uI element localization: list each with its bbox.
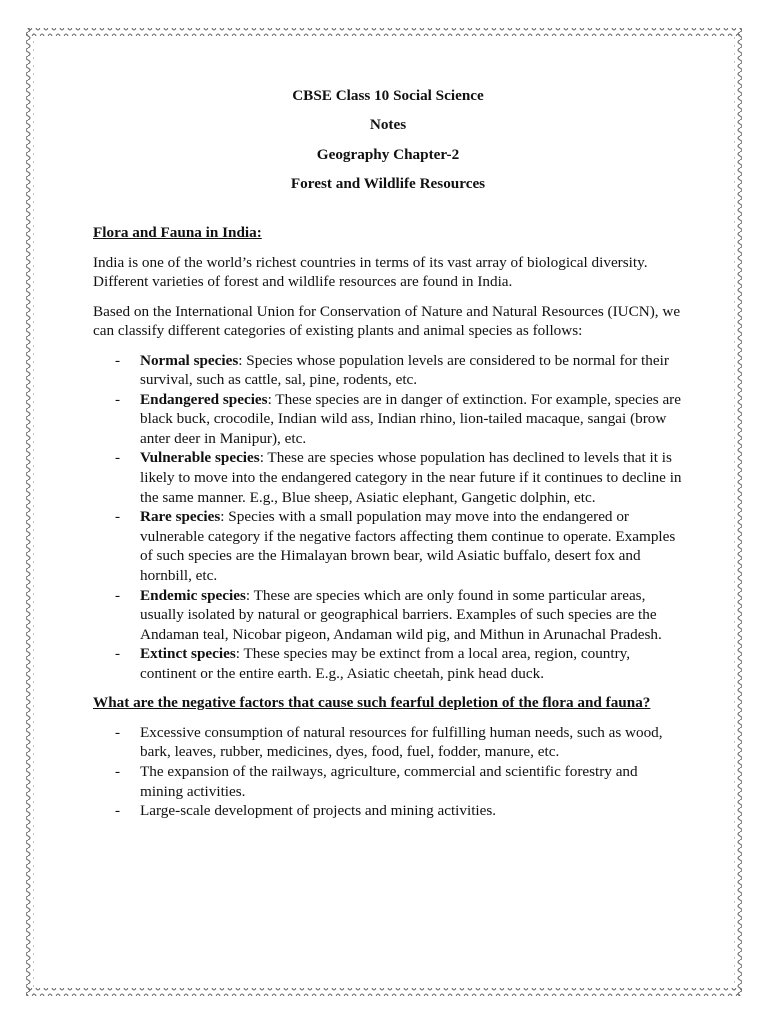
list-item-term: Endangered species xyxy=(140,390,268,408)
list-item-text: : Species with a small population may move into the endangered or vulnerable category if the negative factors affecting them continue to operate. Examples of such species are the Himalayan brown bear, wild Asiatic buffalo, desert fox and hornbill, etc. xyxy=(140,508,676,585)
dash-bullet: - xyxy=(115,586,121,604)
dash-bullet: - xyxy=(115,390,121,408)
list-item-text: Large-scale development of projects and mining activities. xyxy=(140,802,497,820)
doc-subtitle-notes: Notes xyxy=(369,116,407,134)
list-item-text: : Species whose population levels are considered to be normal for their survival, such as cattle, sal, pine, rodents, etc. xyxy=(140,351,669,389)
list-item xyxy=(93,351,683,390)
list-item-text: Excessive consumption of natural resources for fulfilling human needs, such as wood, bark, leaves, rubber, medicines, dyes, food, fuel, fodder, manure, etc. xyxy=(140,723,663,761)
section-heading-flora-fauna: Flora and Fauna in India: xyxy=(93,224,262,242)
dash-bullet: - xyxy=(115,762,121,780)
document-body xyxy=(93,86,683,821)
list-item-term: Endemic species xyxy=(140,586,246,604)
list-item-text: : These species are in danger of extinction. For example, species are black buck, crocodile, Indian wild ass, Indian rhino, lion-tailed macaque, sangai (brow anter deer in Manipur), etc. xyxy=(140,390,681,447)
list-item xyxy=(93,448,683,507)
list-item-term: Normal species xyxy=(140,351,239,369)
list-item-term: Rare species xyxy=(140,508,221,526)
negative-factors-list xyxy=(93,723,683,821)
species-category-list xyxy=(93,351,683,684)
dash-bullet: - xyxy=(115,723,121,741)
list-item xyxy=(93,723,683,762)
dash-bullet: - xyxy=(115,351,121,369)
list-item-term: Extinct species xyxy=(140,645,236,663)
list-item-text: : These are species which are only found in some particular areas, usually isolated by natural or geographical barriers. Examples of such species are the Andaman teal, Nicobar pigeon, Andaman wild pig, and Mithun in Arunachal Pradesh. xyxy=(140,586,662,643)
list-item-term: Vulnerable species xyxy=(140,449,260,467)
list-item-text: : These are species whose population has declined to levels that it is likely to move into the endangered category in the near future if it continues to decline in the same manner. E.g., Blue sheep, Asiatic elephant, Gangetic dolphin, etc. xyxy=(140,449,682,506)
list-item xyxy=(93,390,683,449)
list-item xyxy=(93,507,683,585)
paragraph-iucn: Based on the International Union for Conservation of Nature and Natural Resources (IUCN), we can classify different categories of existing plants and animal species as follows: xyxy=(93,302,681,340)
list-item xyxy=(93,586,683,645)
list-item xyxy=(93,801,683,821)
dash-bullet: - xyxy=(115,645,121,663)
list-item-text: : These species may be extinct from a local area, region, country, continent or the entire earth. E.g., Asiatic cheetah, pink head duck. xyxy=(140,645,631,683)
list-item xyxy=(93,644,683,683)
dash-bullet: - xyxy=(115,508,121,526)
paragraph-biodiversity: India is one of the world’s richest countries in terms of its vast array of biological diversity. Different varieties of forest and wildlife resources are found in India. xyxy=(93,253,648,291)
section-heading-negative-factors: What are the negative factors that cause such fearful depletion of the flora and fauna? xyxy=(93,694,651,712)
list-item xyxy=(93,762,683,801)
dash-bullet: - xyxy=(115,449,121,467)
doc-title: CBSE Class 10 Social Science xyxy=(292,87,484,104)
list-item-text: The expansion of the railways, agriculture, commercial and scientific forestry and mining activities. xyxy=(140,762,638,800)
doc-chapter: Geography Chapter-2 xyxy=(316,145,460,163)
doc-chapter-title: Forest and Wildlife Resources xyxy=(290,175,486,193)
dash-bullet: - xyxy=(115,802,121,820)
